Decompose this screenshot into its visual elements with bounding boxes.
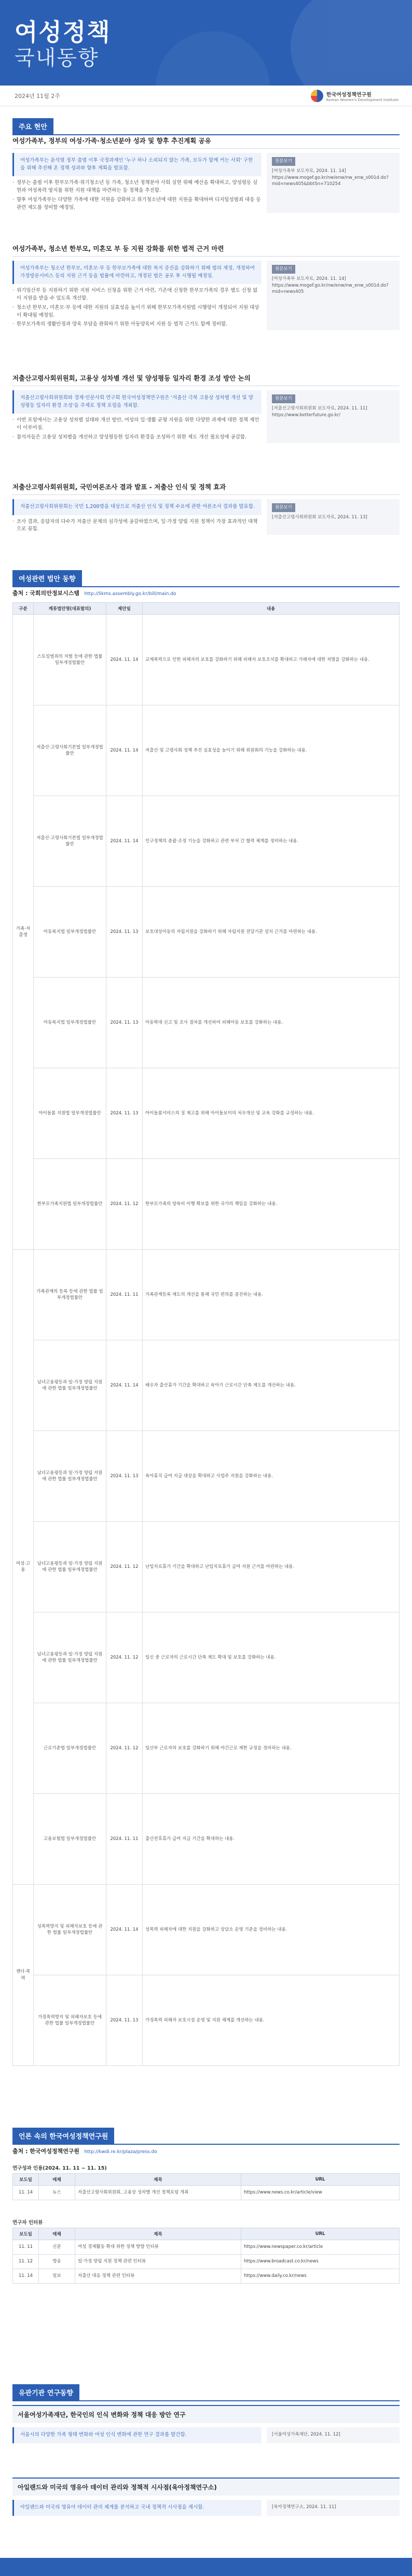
section-tag: 주요 현안 xyxy=(12,118,53,134)
article-lead: 여성가족부는 윤석열 정부 출범 이후 국정과제인 '누구 하나 소외되지 않는 가족, 모두가 함께 커는 사회' 구현을 위해 추진해 온 정책 성과와 향후 계획을 발표함. xyxy=(12,153,262,176)
bill-name-cell[interactable]: 저출산·고령사회기본법 일부개정법률안 xyxy=(34,796,106,887)
bill-name-cell[interactable]: 남녀고용평등과 일·가정 양립 지원에 관한 법률 일부개정법률안 xyxy=(34,1612,106,1703)
article-source-box xyxy=(267,153,400,213)
table-header: 제목 xyxy=(75,2174,241,2186)
press-table-1 xyxy=(12,2173,400,2200)
article-lead: 여성가족부는 청소년 한부모, 미혼모·부 등 한부모가족에 대한 복지 증진을 강화하기 위해 법의 제정, 개정하여 가정방문서비스 등의 지원 근거 등을 법률에 마련하고, 개정된 법은 공포 후 시행될 예정임. xyxy=(12,261,262,284)
org-logo-icon xyxy=(311,90,323,102)
bill-name-cell[interactable]: 근로기준법 일부개정법률안 xyxy=(34,1703,106,1794)
hero-title-line1: 여성정책 xyxy=(15,18,111,46)
bill-name-cell[interactable]: 고용보험법 일부개정법률안 xyxy=(34,1794,106,1885)
content-cell: 임산부 근로자의 보호를 강화하기 위해 야간근로 제한 규정을 정비하는 내용. xyxy=(143,1703,400,1794)
press-block-2 xyxy=(12,2218,400,2284)
bills-source-url[interactable]: http://likms.assembly.go.kr/bill/main.do xyxy=(84,591,176,597)
press-table-2 xyxy=(12,2228,400,2284)
content-cell: 아동학대 신고 및 조사 절차를 개선하여 피해아동 보호를 강화하는 내용. xyxy=(143,978,400,1068)
date-cell: 2024. 11. 14 xyxy=(106,705,143,796)
article-bullet: · 조사 결과, 응답자의 다수가 저출산 문제의 심각성에 공감하였으며, 일·가정 양립 지원 정책이 가장 효과적인 대책으로 꼽힘. xyxy=(12,518,262,533)
article-source-box xyxy=(267,499,400,535)
press-url-cell[interactable]: https://www.news.co.kr/article/view xyxy=(241,2186,400,2200)
table-row xyxy=(13,615,400,705)
category-cell: 젠더·폭력 xyxy=(13,1885,34,2066)
bills-source xyxy=(12,589,400,597)
content-cell: 배우자 출산휴가 기간을 확대하고 육아기 근로시간 단축 제도를 개선하는 내용. xyxy=(143,1340,400,1431)
bill-name-cell[interactable]: 가정폭력방지 및 피해자보호 등에 관한 법률 일부개정법률안 xyxy=(34,1975,106,2066)
date-cell: 2024. 11. 11 xyxy=(106,1250,143,1340)
press-media-cell: 일보 xyxy=(39,2269,75,2284)
bill-name-cell[interactable]: 가족관계의 등록 등에 관한 법률 일부개정법률안 xyxy=(34,1250,106,1340)
bills-source-label: 출처 : 국회의안정보시스템 xyxy=(12,590,79,597)
bill-name-cell[interactable]: 아동복지법 일부개정법률안 xyxy=(34,887,106,978)
table-row xyxy=(13,1431,400,1522)
org-logo[interactable] xyxy=(311,90,399,102)
table-row xyxy=(13,1794,400,1885)
table-row xyxy=(13,1975,400,2066)
press-block-1 xyxy=(12,2164,400,2200)
org-article-title[interactable]: 서울여성가족재단, 한국인의 인식 변화와 정책 대응 방안 연구 xyxy=(12,2405,400,2423)
article-bullet: · 청소년 한부모, 미혼모·부 등에 대한 지원의 실효성을 높이기 위해 한부모가족지원법 시행령이 개정되어 지원 대상이 확대될 예정임. xyxy=(12,304,262,319)
table-row xyxy=(13,2269,400,2284)
date-cell: 2024. 11. 12 xyxy=(106,1612,143,1703)
bill-name-cell[interactable]: 남녀고용평등과 일·가정 양립 지원에 관한 법률 일부개정법률안 xyxy=(34,1431,106,1522)
org-article xyxy=(12,2478,400,2516)
content-cell: 한부모가족의 양육비 이행 확보를 위한 국가의 책임을 강화하는 내용. xyxy=(143,1159,400,1250)
press-title-cell[interactable]: 일·가정 양립 지원 정책 관련 인터뷰 xyxy=(75,2255,241,2269)
article-source-box xyxy=(267,390,400,443)
issue-date: 2024년 11월 2주 xyxy=(15,93,60,100)
content-cell: 육아휴직 급여 지급 대상을 확대하고 사업주 지원을 강화하는 내용. xyxy=(143,1431,400,1522)
org-sub: Korean Women's Development Institute xyxy=(326,97,399,102)
content-cell: 가정폭력 피해자 보호시설 운영 및 지원 체계를 개선하는 내용. xyxy=(143,1975,400,2066)
content-cell: 성폭력 피해자에 대한 지원을 강화하고 상담소 운영 기준을 정비하는 내용. xyxy=(143,1885,400,1975)
table-row xyxy=(13,1340,400,1431)
section-bills-header xyxy=(12,570,400,587)
table-row xyxy=(13,1522,400,1612)
article-source-box xyxy=(267,261,400,330)
press-source-label: 출처 : 한국여성정책연구원 xyxy=(12,2148,79,2155)
date-cell: 2024. 11. 14 xyxy=(106,796,143,887)
date-cell: 2024. 11. 11 xyxy=(106,1794,143,1885)
date-cell: 2024. 11. 12 xyxy=(106,1703,143,1794)
content-cell: 인구정책의 총괄·조정 기능을 강화하고 관련 부처 간 협력 체계를 정비하는 내용. xyxy=(143,796,400,887)
date-cell: 2024. 11. 13 xyxy=(106,1068,143,1159)
article xyxy=(12,373,400,443)
bill-name-cell[interactable]: 성폭력방지 및 피해자보호 등에 관한 법률 일부개정법률안 xyxy=(34,1885,106,1975)
article-title[interactable]: 여성가족부, 정부의 여성·가족·청소년분야 성과 및 향후 추진계획 공유 xyxy=(12,136,400,149)
hero-title-line2: 국내동향 xyxy=(15,46,99,70)
source-text[interactable]: [여성가족부 보도자료, 2024. 11. 14] https://www.mogef.go.kr/nw/enw/nw_enw_s001d.do?mid=news405 xyxy=(272,276,389,295)
bill-name-cell[interactable]: 한부모가족지원법 일부개정법률안 xyxy=(34,1159,106,1250)
table-row xyxy=(13,1159,400,1250)
date-cell: 2024. 11. 14 xyxy=(106,1885,143,1975)
page-footer xyxy=(0,2558,412,2576)
source-link-label[interactable]: 원문보기 xyxy=(272,503,295,512)
press-date-cell: 11. 14 xyxy=(13,2269,39,2284)
category-cell: 여성·고용 xyxy=(13,1250,34,1885)
table-header: 보도일 xyxy=(13,2174,39,2186)
date-cell: 2024. 11. 12 xyxy=(106,1522,143,1612)
table-row xyxy=(13,887,400,978)
press-title-cell[interactable]: 여성 경제활동 확대 위한 정책 방향 인터뷰 xyxy=(75,2240,241,2255)
press-media-cell: 뉴스 xyxy=(39,2186,75,2200)
hero-decoration xyxy=(291,0,412,86)
press-title-cell[interactable]: 저출산 대응 정책 관련 인터뷰 xyxy=(75,2269,241,2284)
bills-table xyxy=(12,602,400,2066)
press-url-cell[interactable]: https://www.newspaper.co.kr/article xyxy=(241,2240,400,2255)
bills-table-body xyxy=(13,615,400,2066)
table-row xyxy=(13,1250,400,1340)
hero-decoration xyxy=(156,31,270,86)
source-link-label[interactable]: 원문보기 xyxy=(272,157,295,166)
table-header: 매체 xyxy=(39,2174,75,2186)
press-date-cell: 11. 14 xyxy=(13,2186,39,2200)
section-tag: 언론 속의 한국여성정책연구원 xyxy=(12,2128,114,2144)
content-cell: 아이돌봄서비스의 질 제고를 위해 아이돌보미의 처우개선 및 교육 강화를 규정하는 내용. xyxy=(143,1068,400,1159)
table-header: 구분 xyxy=(13,603,34,615)
press-media-cell: 방송 xyxy=(39,2255,75,2269)
article xyxy=(12,244,400,330)
section-tag: 여성관련 법안 동향 xyxy=(12,570,82,586)
table-header: 매체 xyxy=(39,2228,75,2240)
table-header: 계류법안명(대표발의) xyxy=(34,603,106,615)
bill-name-cell[interactable]: 남녀고용평등과 일·가정 양립 지원에 관한 법률 일부개정법률안 xyxy=(34,1340,106,1431)
table-header: URL xyxy=(241,2174,400,2186)
date-cell: 2024. 11. 13 xyxy=(106,1431,143,1522)
press-title-cell[interactable]: 저출산고령사회위원회, 고용상 성차별 개선 정책포럼 개최 xyxy=(75,2186,241,2200)
content-cell: 교제폭력으로 인한 피해자의 보호를 강화하기 위해 피해자 보호조치를 확대하고 가해자에 대한 처벌을 강화하는 내용. xyxy=(143,615,400,705)
press-date-cell: 11. 11 xyxy=(13,2240,39,2255)
press-table-2-body xyxy=(13,2240,400,2284)
org-article-source[interactable]: [서울여성가족재단, 2024. 11. 12] xyxy=(267,2427,400,2443)
article-bullet: · 한부모가족의 생활안정과 양육 부담을 완화하기 위한 아동양육비 지원 등 법적 근거도 함께 정비함. xyxy=(12,321,262,329)
table-row xyxy=(13,1612,400,1703)
table-header: URL xyxy=(241,2228,400,2240)
table-header: 제안일 xyxy=(106,603,143,615)
table-row xyxy=(13,2186,400,2200)
bill-name-cell[interactable]: 아이돌봄 지원법 일부개정법률안 xyxy=(34,1068,106,1159)
content-cell: 난임치료휴가 기간을 확대하고 난임치료휴가 급여 지원 근거를 마련하는 내용. xyxy=(143,1522,400,1612)
table-header: 보도일 xyxy=(13,2228,39,2240)
date-cell: 2024. 11. 13 xyxy=(106,1975,143,2066)
source-text[interactable]: [여성가족부 보도자료, 2024. 11. 14] https://www.mogef.go.kr/nw/enw/nw_enw_s001d.do?mid=news405&bbtSn=710254 xyxy=(272,168,389,187)
table-row xyxy=(13,1068,400,1159)
press-source-url[interactable]: http://kwdi.re.kr/plaza/press.do xyxy=(84,2149,157,2155)
bill-name-cell[interactable]: 스토킹범죄의 처벌 등에 관한 법률 일부개정법률안 xyxy=(34,615,106,705)
table-row xyxy=(13,1703,400,1794)
date-cell: 2024. 11. 13 xyxy=(106,887,143,978)
table-row xyxy=(13,705,400,796)
date-cell: 2024. 11. 14 xyxy=(106,615,143,705)
article-bullet: · 참석자들은 고용상 성차별을 개선하고 양성평등한 일자리 환경을 조성하기 위한 제도 개선 필요성에 공감함. xyxy=(12,434,262,442)
table-row xyxy=(13,2255,400,2269)
article-title[interactable]: 저출산고령사회위원회, 고용상 성차별 개선 및 양성평등 일자리 환경 조성 방안 논의 xyxy=(12,373,400,386)
article-bullet: · 이번 포럼에서는 고용상 성차별 실태와 개선 방안, 여성의 일·생활 균형 지원을 위한 다양한 과제에 대한 정책 제언이 이루어짐. xyxy=(12,417,262,432)
article-title[interactable]: 여성가족부, 청소년 한부모, 미혼모 부 등 지원 강화를 위한 법적 근거 마련 xyxy=(12,244,400,257)
article xyxy=(12,136,400,213)
bill-name-cell[interactable]: 저출산·고령사회기본법 일부개정법률안 xyxy=(34,705,106,796)
date-cell: 2024. 11. 13 xyxy=(106,978,143,1068)
press-source xyxy=(12,2147,400,2155)
article-lead: 저출산고령사회위원회는 국민 1,200명을 대상으로 저출산 인식 및 정책 수요에 관한 여론조사 결과를 발표함. xyxy=(12,499,262,515)
org-article-lead: 아일랜드와 미국의 영유아 데이터 관리 체계를 분석하고 국내 정책적 시사점을 제시함. xyxy=(12,2500,262,2516)
source-link-label[interactable]: 원문보기 xyxy=(272,265,295,274)
press-url-cell[interactable]: https://www.daily.co.kr/news xyxy=(241,2269,400,2284)
org-article-lead: 서울시의 다양한 가족 형태 변화와 여성 인식 변화에 관한 연구 결과를 발간함. xyxy=(12,2427,262,2443)
date-cell: 2024. 11. 14 xyxy=(106,1340,143,1431)
hero-banner xyxy=(0,0,412,86)
source-text[interactable]: [저출산고령사회위원회 보도자료, 2024. 11. 11] https://www.betterfuture.go.kr/ xyxy=(272,405,367,418)
table-header: 내용 xyxy=(143,603,400,615)
table-header: 제목 xyxy=(75,2228,241,2240)
content-cell: 보호대상아동의 자립지원을 강화하기 위해 자립지원 전담기관 설치 근거를 마련하는 내용. xyxy=(143,887,400,978)
article xyxy=(12,482,400,535)
article-bullet: · 위기임산부 등 지원하기 위한 지원 서비스 신청을 위한 근거 마련, 기존에 신청한 한부모가족의 경우 별도 신청 없이 지원을 받을 수 있도록 개선함. xyxy=(12,287,262,302)
section-tag: 유관기관 연구동향 xyxy=(12,2384,79,2400)
org-article-title[interactable]: 아일랜드와 미국의 영유아 데이터 관리와 정책적 시사점(육아정책연구소) xyxy=(12,2478,400,2496)
article-bullet: · 정부는 출범 이후 한부모가족·위기청소년 등 가족, 청소년 정책분야 사회 실현 위해 예산을 확대하고, 양성평등 실현과 여성폭력 방지를 위한 지원 대책을 마련하는 등 정책을 추진함. xyxy=(12,179,262,194)
section-press-header xyxy=(12,2128,400,2145)
bill-name-cell[interactable]: 아동복지법 일부개정법률안 xyxy=(34,978,106,1068)
section-org-header xyxy=(12,2384,400,2401)
content-cell: 가족관계등록 제도의 개선을 통해 국민 편의를 증진하는 내용. xyxy=(143,1250,400,1340)
press-subtitle: 연구자 인터뷰 xyxy=(12,2220,43,2226)
org-name: 한국여성정책연구원 xyxy=(326,92,372,98)
content-cell: 출산전후휴가 급여 지급 기간을 확대하는 내용. xyxy=(143,1794,400,1885)
section-main-issues-header xyxy=(12,118,400,135)
source-text[interactable]: [저출산고령사회위원회 보도자료, 2024. 11. 13] xyxy=(272,514,367,520)
table-row xyxy=(13,978,400,1068)
org-article xyxy=(12,2405,400,2443)
date-bar xyxy=(0,86,412,106)
article-lead: 저출산고령사회위원회와 경제·인문사회 연구회 한국여성정책연구원은 '저출산 극복 고용상 성차별 개선 및 양성평등 일자리 환경 조성'을 주제로 정책 포럼을 개최함. xyxy=(12,390,262,414)
bill-name-cell[interactable]: 남녀고용평등과 일·가정 양립 지원에 관한 법률 일부개정법률안 xyxy=(34,1522,106,1612)
article-title[interactable]: 저출산고령사회위원회, 국민여론조사 결과 발표 - 저출산 인식 및 정책 효과 xyxy=(12,482,400,495)
press-media-cell: 신문 xyxy=(39,2240,75,2255)
press-url-cell[interactable]: https://www.broadcast.co.kr/news xyxy=(241,2255,400,2269)
table-row xyxy=(13,1885,400,1975)
content-cell: 저출산 및 고령사회 정책 추진 실효성을 높이기 위해 위원회의 기능을 강화하는 내용. xyxy=(143,705,400,796)
article-bullet: · 향후 여성가족부는 다양한 가족에 대한 지원을 강화하고 위기청소년에 대한 지원을 확대하며 디지털성범죄 대응 등 관련 제도를 정비할 예정임. xyxy=(12,196,262,211)
content-cell: 임신 중 근로자의 근로시간 단축 제도 확대 및 보호를 강화하는 내용. xyxy=(143,1612,400,1703)
org-article-source[interactable]: [육아정책연구소, 2024. 11. 11] xyxy=(267,2500,400,2516)
source-link-label[interactable]: 원문보기 xyxy=(272,394,295,403)
bills-table-wrap xyxy=(12,602,400,2066)
press-subtitle: 연구성과 인용(2024. 11. 11 ~ 11. 15) xyxy=(12,2165,107,2171)
press-table-1-body xyxy=(13,2186,400,2200)
category-cell: 가족·저출생 xyxy=(13,615,34,1250)
date-cell: 2024. 11. 12 xyxy=(106,1159,143,1250)
table-row xyxy=(13,796,400,887)
table-row xyxy=(13,2240,400,2255)
press-date-cell: 11. 12 xyxy=(13,2255,39,2269)
